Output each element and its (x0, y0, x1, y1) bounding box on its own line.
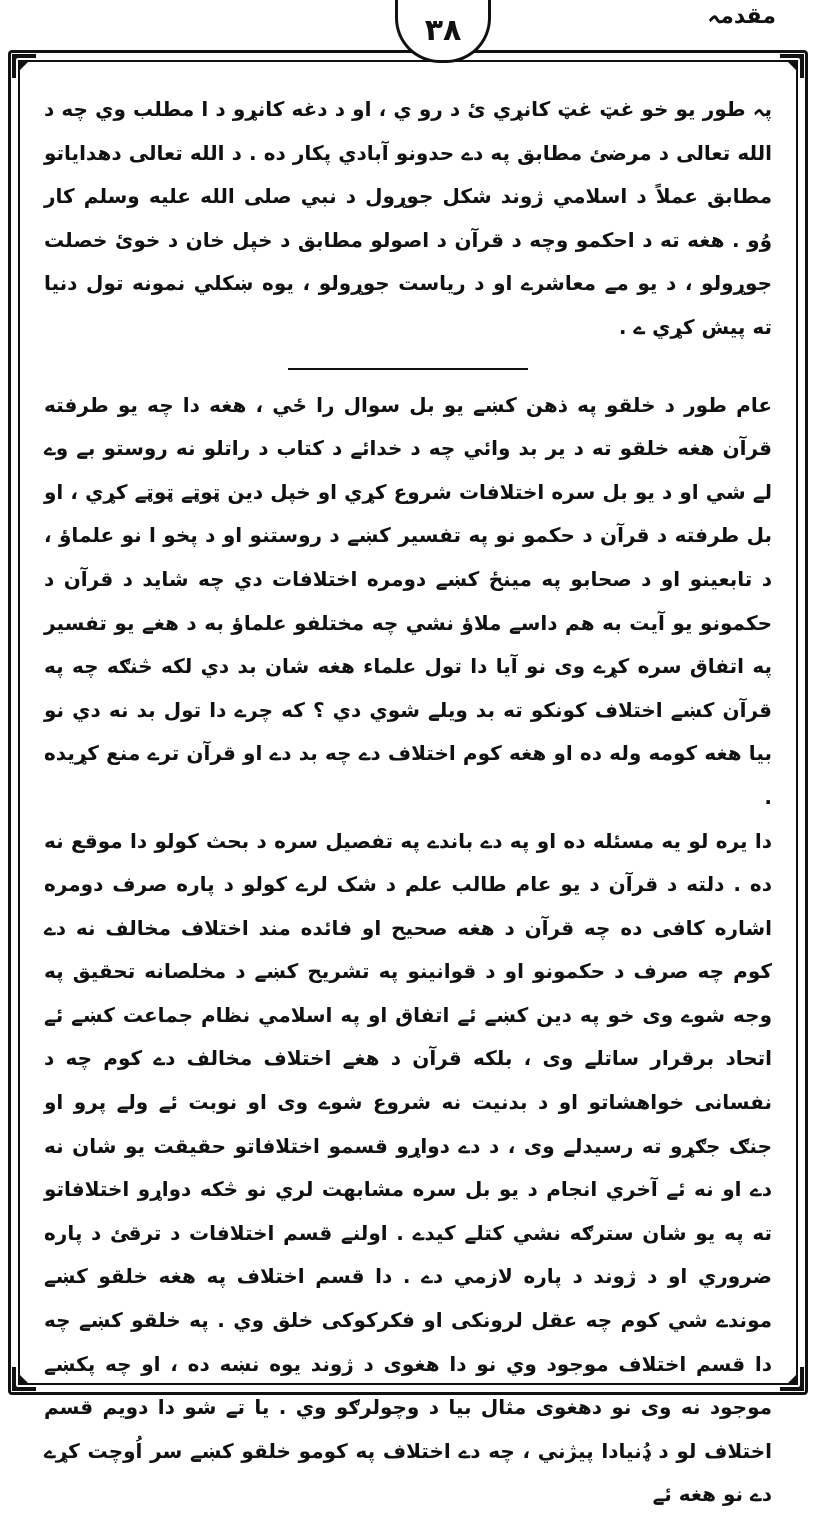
paragraph: دا یره لو یه مسئله ده او په دے باندے په تفصیل سره د بحث کولو دا موقع نه ده . دلته د قرآن د یو عام طالب علم د شک لرے کولو د پاره صرف دومره اشاره کافی ده چه قرآن د هغه صحیح او فائده مند اختلاف مخالف نه دے کوم چه صرف د حکمونو او د قوانینو په تشریح کښے د مخلصانه تحقیق په وجه شوے وی خو په دین کښے ئے اتفاق او په اسلامي نظام جماعت کښے ئے اتحاد برقرار ساتلے وی ، بلکه قرآن د هغے اختلاف مخالف دے کوم چه د نفسانی خواهشاتو او د بدنیت نه شروع شوے وی او نوبت ئے ولے پرو او جنګ جګړو ته رسیدلے وی ، د دے دواړو قسمو اختلافاتو حقیقت یو شان نه دے او نه ئے آخري انجام د یو بل سره مشابهت لري نو څکه دواړو اختلافاتو ته په یو شان سترګه نشي کتلے کیدے . اولنے قسم اختلافات د ترقئ د پاره ضروري او د ژوند د پاره لازمي دے . دا قسم اختلاف په هغه خلقو کښے موندے شي کوم چه عقل لرونکی او فکرکوکی خلق وي . په خلقو کښے چه دا قسم اختلاف موجود وي نو دا هغوی د ژوند یوه نښه ده ، او چه پکښے موجود نه وی نو دهغوی مثال بیا د وچولرګو وي . یا تے شو دا دویم قسم اختلاف لو د ډُنیادا پیژني ، چه دے اختلاف په کومو خلقو کښے سر اُوچت کړے دے نو هغه ئے (44, 820, 772, 1517)
page-number: ۳۸ (425, 13, 462, 48)
paragraph: پہ طور یو خو غټ غټ کانړي ئ د رو ي ، او د دغه کانړو د ا مطلب وي چه د الله تعالی د مرضئ مطابق په دے حدونو آبادي پکار ده . د الله تعالی دهدایاتو مطابق عملاً د اسلامي ژوند شکل جوړول د نبي صلی الله علیه وسلم کار وُو . هغه ته د احکمو وچه د قرآن د اصولو مطابق د خپل خان د خوئ خصلت جوړولو ، د یو مے معاشرے او د ریاست جوړولو ، یوه ښکلي نمونه تول دنیا ته پیش کړي ے . (44, 88, 772, 350)
section-divider (288, 368, 528, 370)
paragraph: عام طور د خلقو په ذهن کښے یو بل سوال را ځي ، هغه دا چه یو طرفته قرآن هغه خلقو ته د یر بد وائي چه د خدائے د کتاب د راتلو نه روستو بے وے لے شي او د یو بل سره اختلافات شروع کړي او خپل دین ټوټے ټوټے کړي ، او بل طرفته د قرآن د حکمو نو په تفسیر کښے د روستنو او د پخو ا نو علماؤ ، د تابعینو او د صحابو په مینځ کښے دومره اختلافات دي چه شاید د قرآن د حکمونو یو آیت به هم داسے ملاؤ نشي چه مختلفو علماؤ به د هغے یو تفسیر په اتفاق سره کړے وی نو آیا دا تول علماء هغه شان بد دي لکه څنګه چه په قرآن کښے اختلاف کونکو ته بد ویلے شوي دي ؟ که چرے دا تول بد نه دي نو بیا هغه کومه وله ده او هغه کوم اختلاف دے چه بد دے او قرآن ترے منع کړیده . (44, 384, 772, 820)
corner-ornament-icon (10, 52, 38, 80)
corner-ornament-icon (778, 1365, 806, 1393)
section-title: مقدمہ (707, 4, 776, 29)
corner-ornament-icon (778, 52, 806, 80)
corner-ornament-icon (10, 1365, 38, 1393)
body-text (44, 88, 772, 1517)
